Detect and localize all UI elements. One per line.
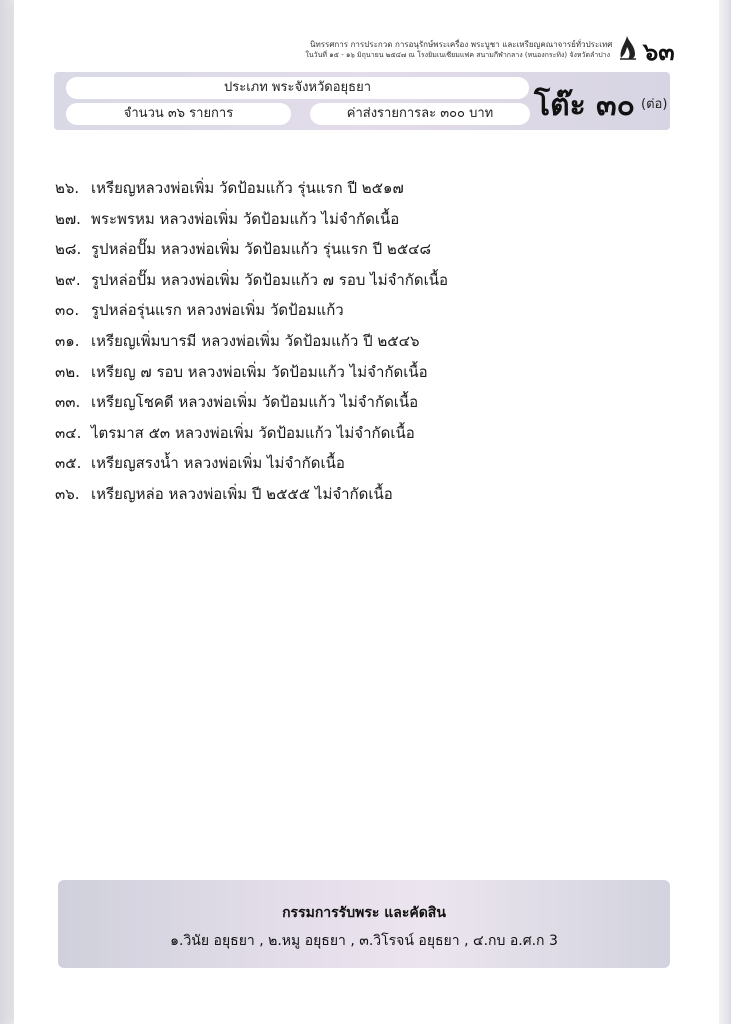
emblem-logo-icon xyxy=(617,34,639,60)
item-text: รูปหล่อปั๊ม หลวงพ่อเพิ่ม วัดป้อมแก้ว รุ่นแรก ปี ๒๕๔๘ xyxy=(91,240,432,259)
list-item xyxy=(55,237,675,268)
item-text: พระพรหม หลวงพ่อเพิ่ม วัดป้อมแก้ว ไม่จำกัดเนื้อ xyxy=(91,209,400,228)
page-number: ๖๓ xyxy=(643,37,675,66)
header-event-date: ในวันที่ ๑๕ - ๑๖ มิถุนายน ๒๕๔๗ ณ โรงยิมเนเซียมแฟค สนามกีฬากลาง (หนองกระทิง) จังหวัดลำปาง xyxy=(305,51,610,59)
item-text: เหรียญเพิ่มบารมี หลวงพ่อเพิ่ม วัดป้อมแก้ว ปี ๒๕๔๖ xyxy=(91,331,420,350)
list-item xyxy=(55,207,675,238)
item-text: เหรียญ ๗ รอบ หลวงพ่อเพิ่ม วัดป้อมแก้ว ไม่จำกัดเนื้อ xyxy=(91,362,428,381)
table-number-text: โต๊ะ ๓๐ xyxy=(534,88,635,123)
judges-title: กรรมการรับพระ และคัดสิน xyxy=(282,905,446,921)
list-item xyxy=(55,421,675,452)
header-event-title: นิทรรศการ การประกวด การอนุรักษ์พระเครื่อง พระบูชา และเหรียญคณาจารย์ทั่วประเทศ xyxy=(310,40,613,49)
item-number: ๓๔. xyxy=(55,423,82,442)
judges-list: ๑.วินัย อยุธยา , ๒.หมู อยุธยา , ๓.วิโรจน์ อยุธยา , ๔.กบ อ.ศ.ก 3 xyxy=(170,933,558,949)
continued-label: (ต่อ) xyxy=(641,97,668,112)
list-item xyxy=(55,268,675,299)
item-number: ๒๖. xyxy=(55,179,80,197)
item-text: รูปหล่อรุ่นแรก หลวงพ่อเพิ่ม วัดป้อมแก้ว xyxy=(91,301,344,320)
item-number: ๓๑. xyxy=(55,331,80,350)
list-item xyxy=(55,329,675,360)
category-label: ประเภท พระจังหวัดอยุธยา xyxy=(66,77,529,99)
item-count-label: จำนวน ๓๖ รายการ xyxy=(66,103,291,125)
item-text: เหรียญหลวงพ่อเพิ่ม วัดป้อมแก้ว รุ่นแรก ปี ๒๕๑๗ xyxy=(91,179,404,197)
item-number: ๓๓. xyxy=(55,393,81,412)
list-item xyxy=(55,360,675,391)
item-text: เหรียญหล่อ หลวงพ่อเพิ่ม ปี ๒๕๕๕ ไม่จำกัดเนื้อ xyxy=(91,484,393,503)
list-item xyxy=(55,298,675,329)
item-number: ๓๐. xyxy=(55,301,80,320)
table-number xyxy=(534,82,635,129)
item-number: ๓๒. xyxy=(55,362,80,381)
item-number: ๓๖. xyxy=(55,484,80,503)
page-binding-shadow xyxy=(0,0,14,1024)
item-text: เหรียญโชคดี หลวงพ่อเพิ่ม วัดป้อมแก้ว ไม่จำกัดเนื้อ xyxy=(91,393,419,412)
item-number: ๒๘. xyxy=(55,240,82,259)
list-item xyxy=(55,451,675,482)
item-text: เหรียญสรงน้ำ หลวงพ่อเพิ่ม ไม่จำกัดเนื้อ xyxy=(91,454,345,473)
list-item xyxy=(55,176,675,207)
list-item xyxy=(55,482,675,513)
entry-fee-label: ค่าส่งรายการละ ๓๐๐ บาท xyxy=(310,103,530,125)
list-item xyxy=(55,390,675,421)
item-text: ไตรมาส ๕๓ หลวงพ่อเพิ่ม วัดป้อมแก้ว ไม่จำกัดเนื้อ xyxy=(91,423,415,442)
item-number: ๒๙. xyxy=(55,270,81,289)
amulet-list xyxy=(55,176,675,513)
page-edge xyxy=(719,0,731,1024)
category-banner xyxy=(54,72,670,130)
item-number: ๓๕. xyxy=(55,454,82,473)
item-text: รูปหล่อปั๊ม หลวงพ่อเพิ่ม วัดป้อมแก้ว ๗ รอบ ไม่จำกัดเนื้อ xyxy=(91,270,449,289)
judges-footer xyxy=(58,880,670,968)
item-number: ๒๗. xyxy=(55,209,81,228)
